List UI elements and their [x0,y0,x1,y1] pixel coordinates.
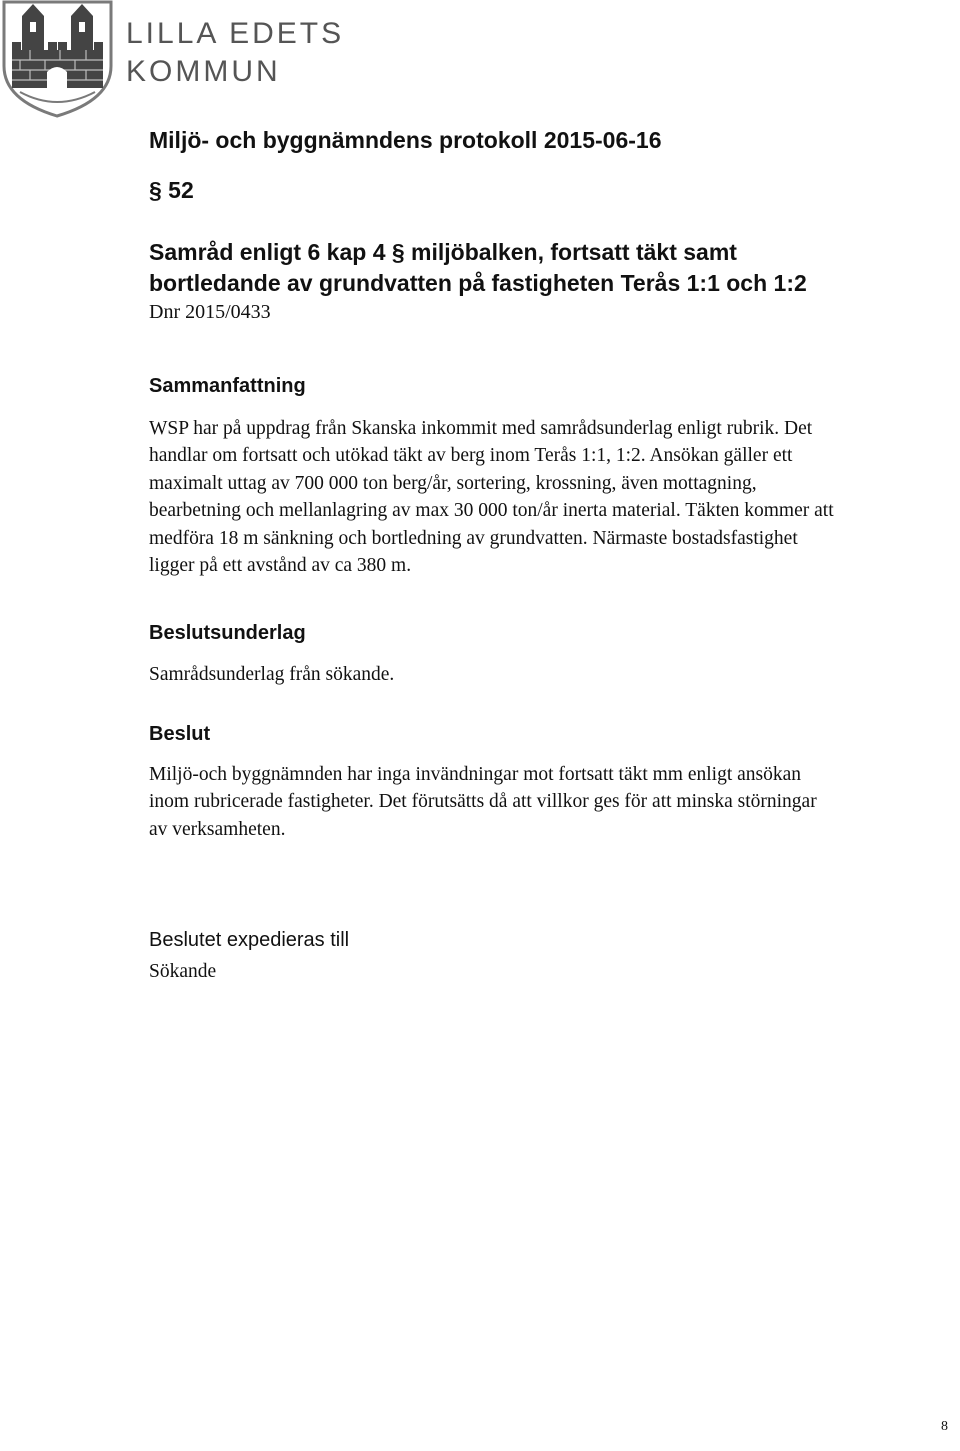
decision-text [149,761,817,843]
summary-line: maximalt uttag av 700 000 ton berg/år, sortering, krossning, även mottagning, [149,472,757,494]
decision-line: av verksamheten. [149,818,286,840]
coat-of-arms-icon [0,0,115,118]
protocol-title: Miljö- och byggnämndens protokoll 2015-06-16 [149,127,662,153]
decision-line: inom rubricerade fastigheter. Det förutsätts då att villkor ges för att minska störningar [149,791,817,813]
logo-text-line1: LILLA EDETS [126,17,345,50]
summary-line: medföra 18 m sänkning och bortledning av grundvatten. Närmaste bostadsfastighet [149,527,798,549]
matter-title [149,237,807,299]
paragraph-number: § 52 [149,177,194,203]
basis-text: Samrådsunderlag från sökande. [149,664,395,685]
municipality-logo [0,0,345,118]
decision-heading: Beslut [149,723,211,745]
summary-line: ligger på ett avstånd av ca 380 m. [149,555,412,577]
diary-number: Dnr 2015/0433 [149,301,271,323]
matter-title-line: bortledande av grundvatten på fastigheten Terås 1:1 och 1:2 [149,270,807,296]
summary-line: bearbetning och mellanlagring av max 30 000 ton/år inerta material. Täkten kommer att [149,500,834,522]
matter-title-line: Samråd enligt 6 kap 4 § miljöbalken, fortsatt täkt samt [149,239,737,265]
basis-heading: Beslutsunderlag [149,622,306,644]
summary-line: handlar om fortsatt och utökad täkt av berg inom Terås 1:1, 1:2. Ansökan gäller ett [149,445,793,467]
page-number: 8 [941,1419,948,1434]
summary-heading: Sammanfattning [149,375,306,397]
summary-line: WSP har på uppdrag från Skanska inkommit med samrådsunderlag enligt rubrik. Det [149,418,813,439]
distribution-heading: Beslutet expedieras till [149,929,350,951]
decision-line: Miljö-och byggnämnden har inga invändningar mot fortsatt täkt mm enligt ansökan [149,764,802,785]
logo-text-line2: KOMMUN [126,55,281,88]
distribution-recipient: Sökande [149,961,217,982]
summary-text [149,415,834,579]
